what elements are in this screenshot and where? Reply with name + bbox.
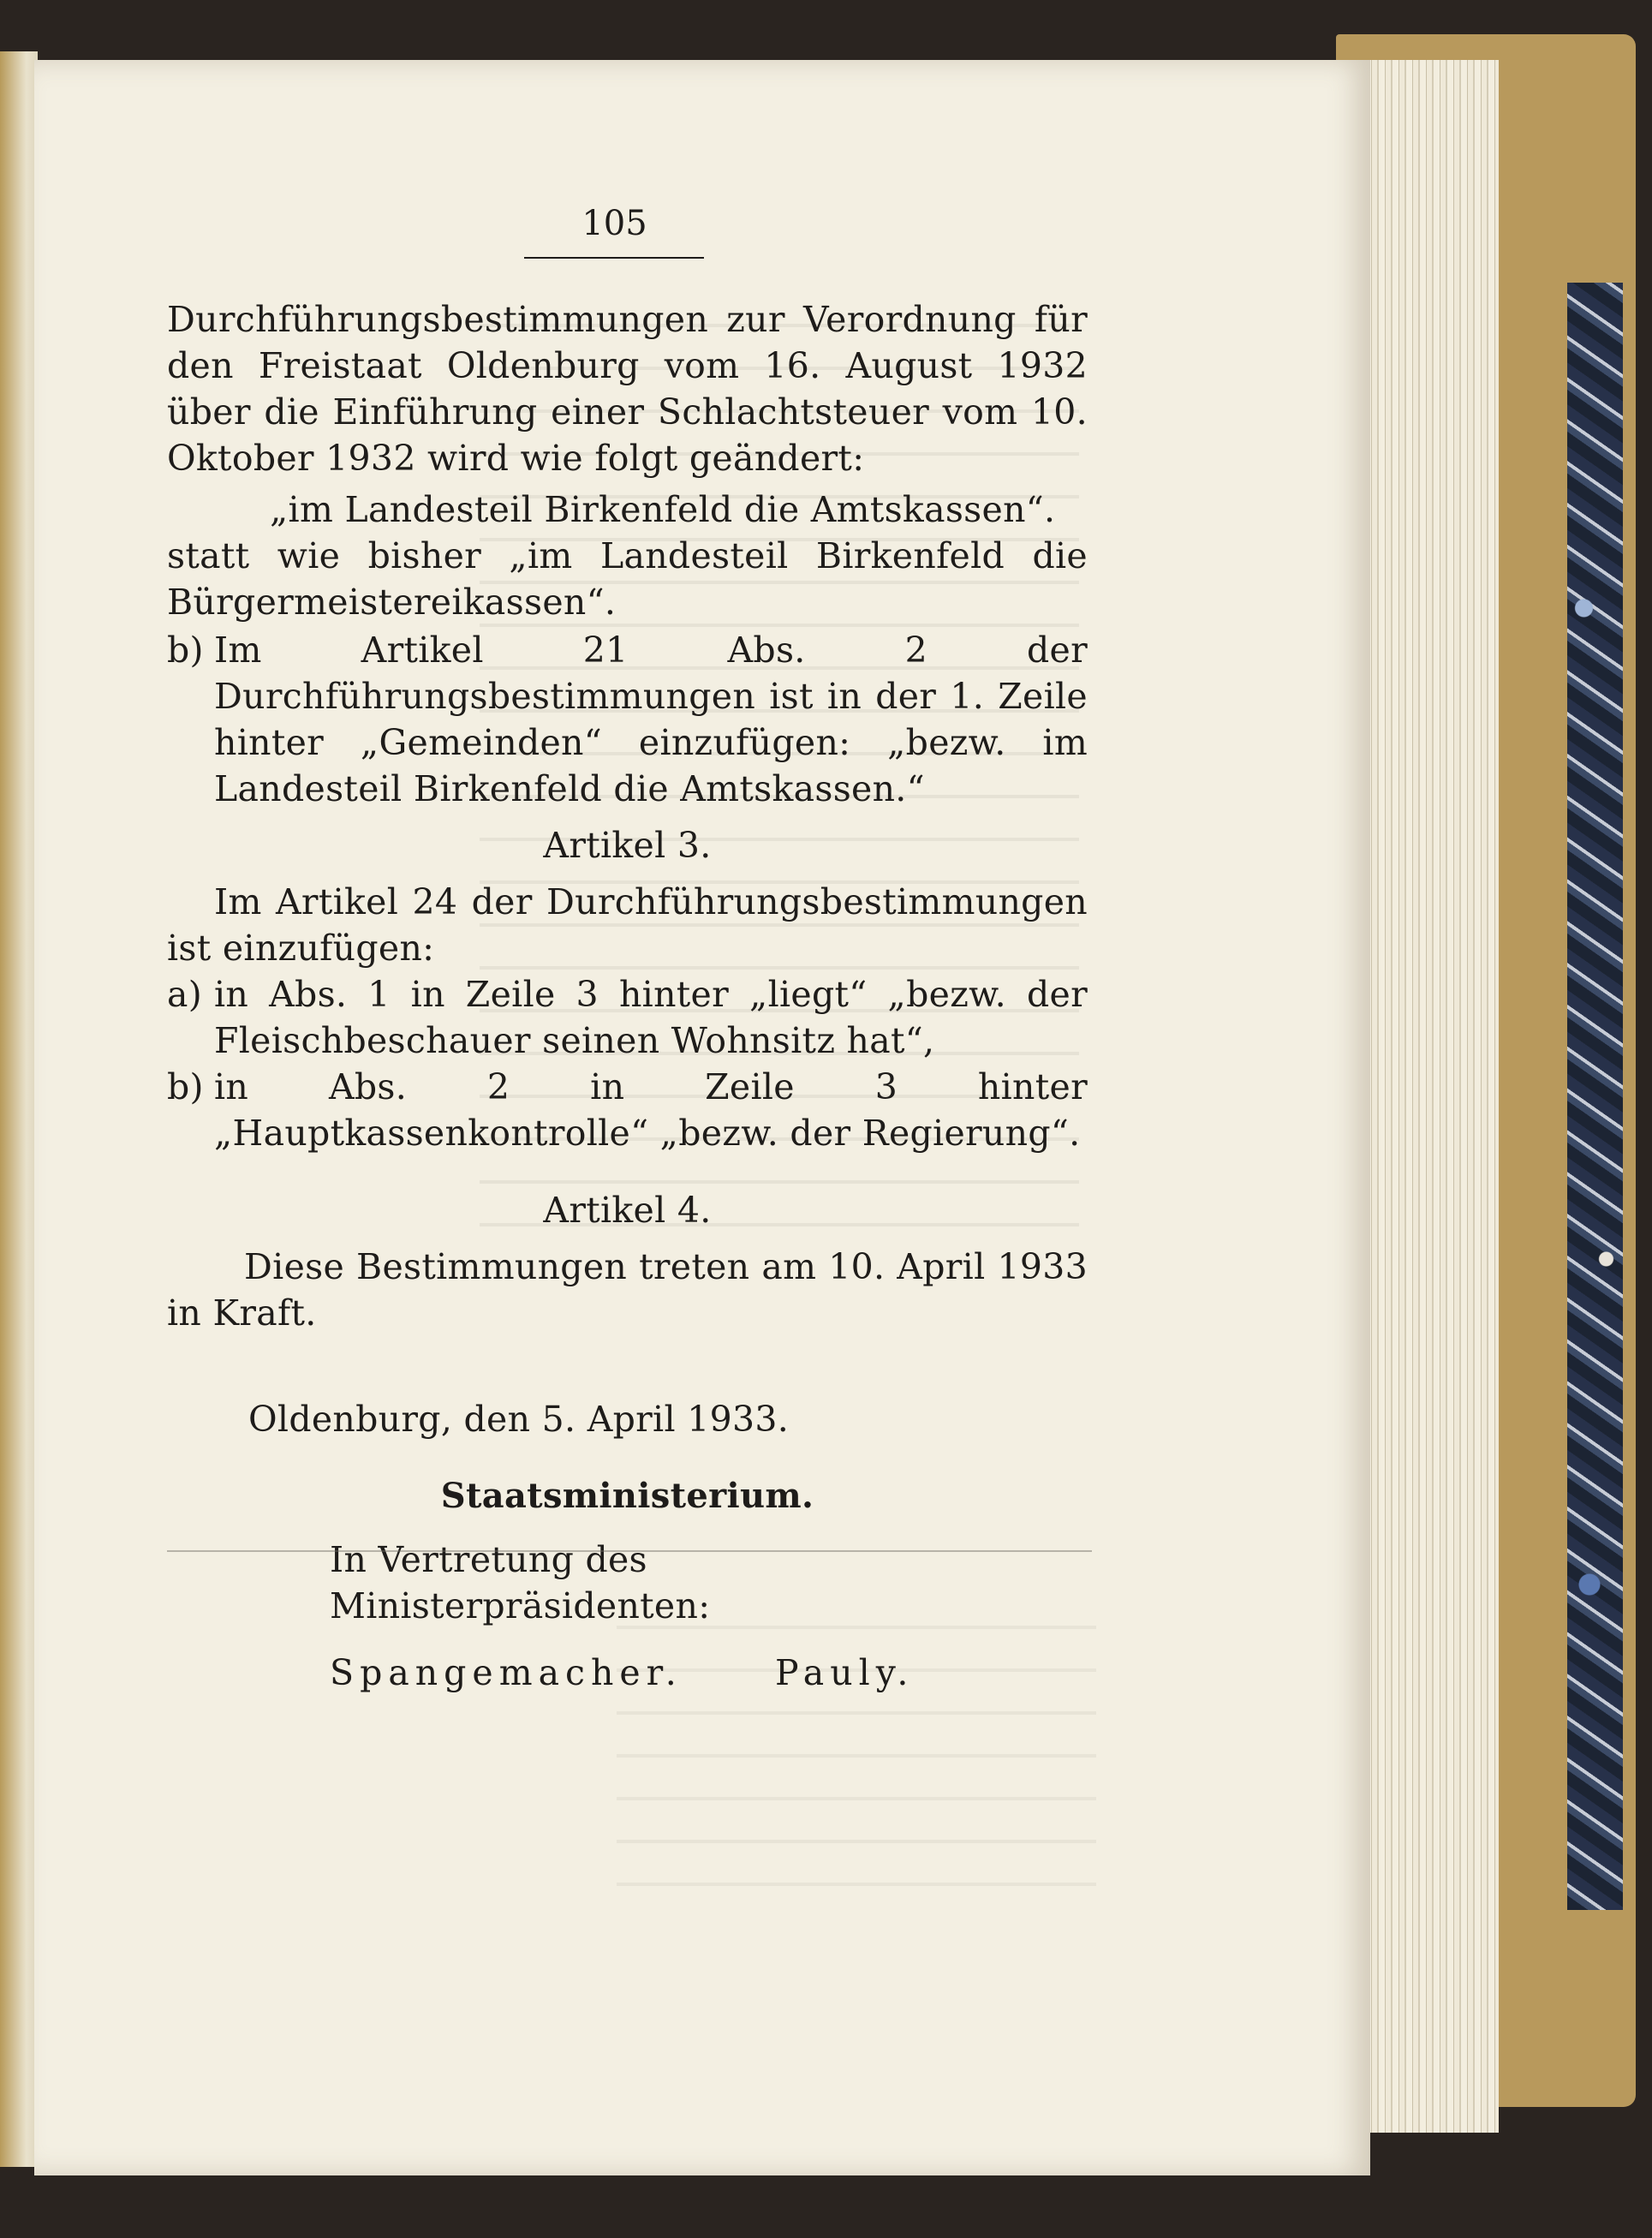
item-b-abs-2 (167, 1064, 1088, 1156)
signature-row (167, 1650, 1088, 1696)
section-separator (167, 1550, 1092, 1552)
page-number-rule (524, 257, 704, 259)
vertretung-line-2: Ministerpräsidenten: (330, 1585, 711, 1626)
page-number: 105 (581, 204, 647, 243)
artikel-3-heading: Artikel 3. (543, 825, 712, 866)
intro-paragraph: Durchführungsbestimmungen zur Verordnung für den Freistaat Oldenburg vom 16. August 1932 über die Einführung einer Schlachtsteuer vom 10. Oktober 1932 wird wie folgt geändert: (167, 299, 1088, 479)
ministry-heading: Staatsministerium. (440, 1476, 814, 1516)
quote-line: „im Landesteil Birkenfeld die Amtskassen“. (270, 489, 1056, 530)
signature-spangemacher: Spangemacher. (330, 1652, 683, 1693)
artikel-4-paragraph: Diese Bestimmungen treten am 10. April 1933 in Kraft. (167, 1246, 1088, 1334)
vertretung-line-1: In Vertretung des (330, 1539, 647, 1580)
artikel-3-intro: Im Artikel 24 der Durchführungsbestimmungen ist einzufügen: (167, 881, 1088, 969)
gutter-left (0, 51, 38, 2167)
signature-pauly: Pauly. (775, 1652, 915, 1693)
item-text: Im Artikel 21 Abs. 2 der Durchführungsbestimmungen ist in der 1. Zeile hinter „Gemeinden“ einzufügen: „bezw. im Landesteil Birkenfeld die Amtskassen.“ (214, 630, 1088, 809)
page-body (167, 296, 1088, 1696)
item-text: in Abs. 1 in Zeile 3 hinter „liegt“ „bezw. der Fleischbeschauer seinen Wohnsitz hat“, (214, 974, 1088, 1061)
statt-paragraph: statt wie bisher „im Landesteil Birkenfeld die Bürgermeistereikassen“. (167, 535, 1088, 623)
item-b-artikel-21 (167, 627, 1088, 812)
item-label: b) (167, 630, 204, 671)
item-a-abs-1 (167, 971, 1088, 1064)
item-label: b) (167, 1066, 204, 1107)
item-text: in Abs. 2 in Zeile 3 hinter „Hauptkassenkontrolle“ „bezw. der Regierung“. (214, 1066, 1088, 1154)
artikel-4-heading: Artikel 4. (543, 1190, 712, 1231)
date-line: Oldenburg, den 5. April 1933. (248, 1399, 790, 1440)
item-label: a) (167, 974, 203, 1015)
marbled-endpaper (1567, 283, 1623, 1910)
